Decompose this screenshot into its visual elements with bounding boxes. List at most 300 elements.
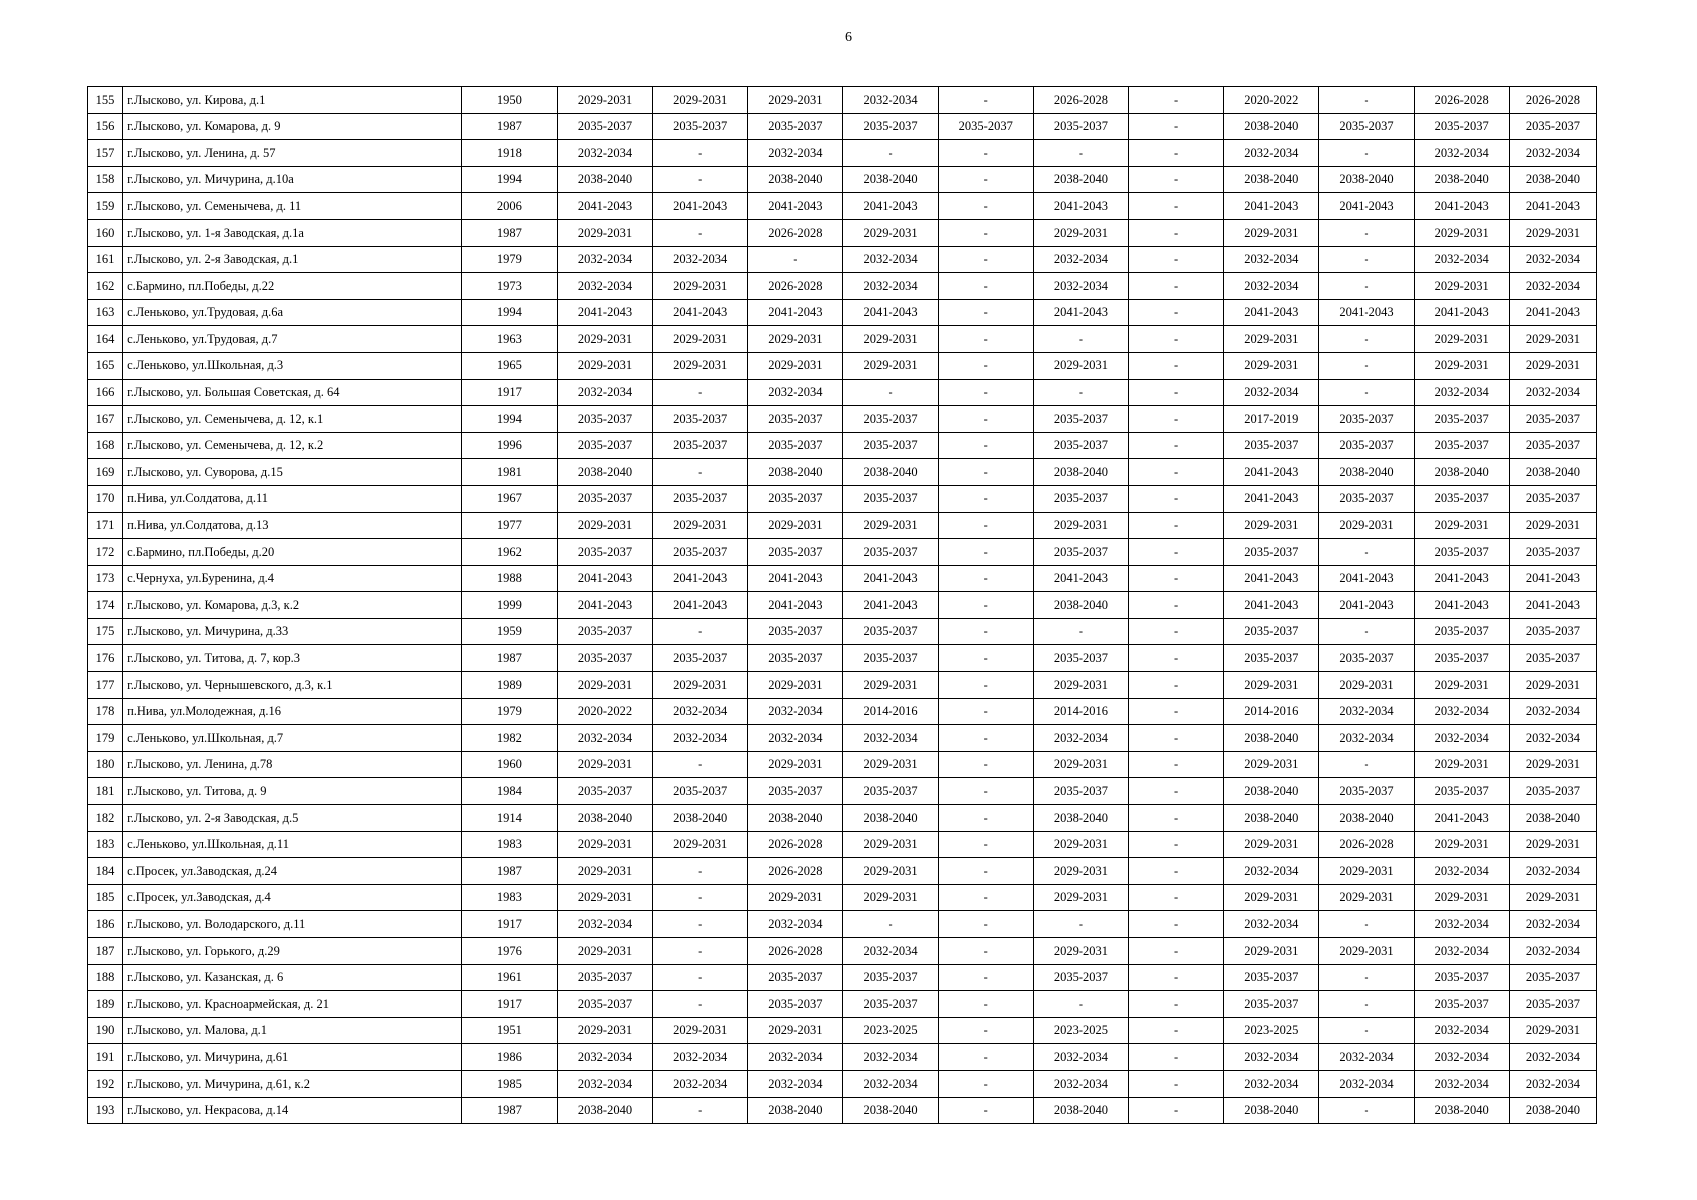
- table-row: [88, 831, 1597, 858]
- cell-period-col-2: 2032-2034: [653, 725, 748, 752]
- cell-period-col-3: 2029-2031: [748, 884, 843, 911]
- cell-row-number: 164: [88, 326, 123, 353]
- cell-period-col-1: 2029-2031: [557, 938, 652, 965]
- cell-period-col-3: 2035-2037: [748, 645, 843, 672]
- cell-period-col-1: 2038-2040: [557, 1097, 652, 1124]
- cell-period-col-9: -: [1319, 751, 1414, 778]
- cell-address: г.Лысково, ул. Кирова, д.1: [123, 87, 462, 114]
- cell-build-year: 1976: [461, 938, 557, 965]
- cell-period-col-6: 2032-2034: [1033, 725, 1128, 752]
- cell-period-col-7: -: [1129, 113, 1224, 140]
- cell-row-number: 161: [88, 246, 123, 273]
- cell-period-col-3: 2029-2031: [748, 1017, 843, 1044]
- cell-row-number: 179: [88, 725, 123, 752]
- cell-period-col-11: 2032-2034: [1509, 140, 1596, 167]
- cell-period-col-4: 2032-2034: [843, 1044, 938, 1071]
- cell-period-col-1: 2032-2034: [557, 273, 652, 300]
- cell-period-col-6: -: [1033, 991, 1128, 1018]
- cell-period-col-2: 2035-2037: [653, 645, 748, 672]
- cell-period-col-9: -: [1319, 87, 1414, 114]
- cell-period-col-4: 2041-2043: [843, 565, 938, 592]
- cell-period-col-1: 2029-2031: [557, 831, 652, 858]
- cell-period-col-3: 2041-2043: [748, 193, 843, 220]
- cell-period-col-10: 2032-2034: [1414, 140, 1509, 167]
- cell-period-col-2: -: [653, 166, 748, 193]
- cell-period-col-1: 2035-2037: [557, 618, 652, 645]
- cell-period-col-6: 2038-2040: [1033, 459, 1128, 486]
- cell-period-col-11: 2029-2031: [1509, 219, 1596, 246]
- table-row: [88, 672, 1597, 699]
- cell-period-col-5: -: [938, 858, 1033, 885]
- cell-period-col-1: 2038-2040: [557, 805, 652, 832]
- cell-period-col-7: -: [1129, 725, 1224, 752]
- table-row: [88, 938, 1597, 965]
- cell-period-col-5: -: [938, 1044, 1033, 1071]
- cell-period-col-1: 2035-2037: [557, 406, 652, 433]
- cell-build-year: 1960: [461, 751, 557, 778]
- cell-period-col-11: 2035-2037: [1509, 964, 1596, 991]
- cell-row-number: 183: [88, 831, 123, 858]
- cell-period-col-6: 2035-2037: [1033, 645, 1128, 672]
- cell-period-col-9: 2029-2031: [1319, 938, 1414, 965]
- cell-period-col-7: -: [1129, 166, 1224, 193]
- cell-period-col-8: 2020-2022: [1224, 87, 1319, 114]
- cell-period-col-10: 2032-2034: [1414, 1044, 1509, 1071]
- cell-period-col-11: 2029-2031: [1509, 352, 1596, 379]
- cell-period-col-5: -: [938, 326, 1033, 353]
- cell-period-col-3: 2032-2034: [748, 1070, 843, 1097]
- cell-period-col-8: 2029-2031: [1224, 219, 1319, 246]
- table-row: [88, 219, 1597, 246]
- cell-period-col-9: 2041-2043: [1319, 299, 1414, 326]
- cell-period-col-10: 2035-2037: [1414, 539, 1509, 566]
- cell-period-col-10: 2026-2028: [1414, 87, 1509, 114]
- cell-period-col-3: 2029-2031: [748, 751, 843, 778]
- cell-period-col-9: 2035-2037: [1319, 432, 1414, 459]
- cell-period-col-11: 2035-2037: [1509, 778, 1596, 805]
- cell-period-col-3: 2032-2034: [748, 140, 843, 167]
- cell-period-col-3: 2041-2043: [748, 565, 843, 592]
- cell-period-col-2: 2029-2031: [653, 831, 748, 858]
- cell-row-number: 176: [88, 645, 123, 672]
- cell-period-col-10: 2035-2037: [1414, 778, 1509, 805]
- cell-period-col-10: 2038-2040: [1414, 459, 1509, 486]
- cell-period-col-3: 2032-2034: [748, 911, 843, 938]
- cell-period-col-4: 2035-2037: [843, 406, 938, 433]
- cell-period-col-7: -: [1129, 352, 1224, 379]
- cell-row-number: 181: [88, 778, 123, 805]
- cell-period-col-2: 2035-2037: [653, 485, 748, 512]
- cell-period-col-4: 2029-2031: [843, 352, 938, 379]
- cell-period-col-11: 2035-2037: [1509, 113, 1596, 140]
- cell-period-col-4: 2041-2043: [843, 299, 938, 326]
- cell-period-col-6: 2029-2031: [1033, 884, 1128, 911]
- cell-period-col-2: -: [653, 858, 748, 885]
- cell-period-col-9: 2035-2037: [1319, 485, 1414, 512]
- cell-period-col-3: 2035-2037: [748, 485, 843, 512]
- cell-build-year: 1986: [461, 1044, 557, 1071]
- cell-period-col-9: -: [1319, 991, 1414, 1018]
- cell-period-col-10: 2032-2034: [1414, 246, 1509, 273]
- cell-build-year: 1983: [461, 831, 557, 858]
- cell-period-col-4: 2038-2040: [843, 1097, 938, 1124]
- cell-period-col-7: -: [1129, 1097, 1224, 1124]
- cell-period-col-4: 2038-2040: [843, 166, 938, 193]
- cell-period-col-11: 2026-2028: [1509, 87, 1596, 114]
- cell-period-col-10: 2041-2043: [1414, 565, 1509, 592]
- table-row: [88, 113, 1597, 140]
- cell-period-col-2: 2032-2034: [653, 246, 748, 273]
- cell-period-col-10: 2041-2043: [1414, 193, 1509, 220]
- cell-period-col-1: 2035-2037: [557, 991, 652, 1018]
- cell-period-col-4: 2035-2037: [843, 964, 938, 991]
- cell-address: г.Лысково, ул. Мичурина, д.33: [123, 618, 462, 645]
- cell-period-col-8: 2041-2043: [1224, 299, 1319, 326]
- cell-period-col-9: 2026-2028: [1319, 831, 1414, 858]
- cell-period-col-9: 2032-2034: [1319, 1070, 1414, 1097]
- cell-period-col-3: 2029-2031: [748, 672, 843, 699]
- cell-period-col-1: 2035-2037: [557, 645, 652, 672]
- cell-period-col-5: -: [938, 618, 1033, 645]
- cell-build-year: 1987: [461, 645, 557, 672]
- cell-period-col-4: 2032-2034: [843, 938, 938, 965]
- cell-period-col-4: 2029-2031: [843, 751, 938, 778]
- cell-period-col-6: -: [1033, 379, 1128, 406]
- cell-address: г.Лысково, ул. Ленина, д.78: [123, 751, 462, 778]
- cell-period-col-1: 2029-2031: [557, 751, 652, 778]
- cell-period-col-11: 2035-2037: [1509, 485, 1596, 512]
- cell-period-col-7: -: [1129, 87, 1224, 114]
- table-row: [88, 512, 1597, 539]
- cell-period-col-3: 2026-2028: [748, 938, 843, 965]
- cell-period-col-6: 2038-2040: [1033, 805, 1128, 832]
- table-row: [88, 1070, 1597, 1097]
- cell-period-col-6: 2029-2031: [1033, 512, 1128, 539]
- cell-period-col-10: 2032-2034: [1414, 1070, 1509, 1097]
- cell-period-col-9: -: [1319, 964, 1414, 991]
- cell-period-col-4: 2035-2037: [843, 618, 938, 645]
- cell-period-col-4: 2029-2031: [843, 219, 938, 246]
- cell-period-col-5: -: [938, 193, 1033, 220]
- cell-period-col-6: 2029-2031: [1033, 938, 1128, 965]
- cell-address: г.Лысково, ул. Красноармейская, д. 21: [123, 991, 462, 1018]
- cell-build-year: 1987: [461, 858, 557, 885]
- table-row: [88, 432, 1597, 459]
- cell-period-col-1: 2029-2031: [557, 326, 652, 353]
- cell-row-number: 175: [88, 618, 123, 645]
- cell-period-col-4: -: [843, 379, 938, 406]
- table-row: [88, 725, 1597, 752]
- cell-period-col-3: 2032-2034: [748, 725, 843, 752]
- cell-row-number: 193: [88, 1097, 123, 1124]
- cell-period-col-11: 2032-2034: [1509, 858, 1596, 885]
- cell-period-col-11: 2035-2037: [1509, 432, 1596, 459]
- cell-row-number: 158: [88, 166, 123, 193]
- cell-address: с.Просек, ул.Заводская, д.4: [123, 884, 462, 911]
- table-row: [88, 246, 1597, 273]
- cell-period-col-3: 2035-2037: [748, 778, 843, 805]
- cell-period-col-8: 2035-2037: [1224, 539, 1319, 566]
- cell-period-col-2: -: [653, 618, 748, 645]
- cell-period-col-8: 2032-2034: [1224, 246, 1319, 273]
- cell-period-col-8: 2014-2016: [1224, 698, 1319, 725]
- cell-period-col-9: -: [1319, 273, 1414, 300]
- cell-period-col-4: 2023-2025: [843, 1017, 938, 1044]
- cell-period-col-4: 2029-2031: [843, 326, 938, 353]
- cell-period-col-10: 2035-2037: [1414, 432, 1509, 459]
- cell-period-col-11: 2029-2031: [1509, 1017, 1596, 1044]
- cell-period-col-7: -: [1129, 672, 1224, 699]
- cell-build-year: 1994: [461, 406, 557, 433]
- cell-row-number: 190: [88, 1017, 123, 1044]
- cell-build-year: 1967: [461, 485, 557, 512]
- cell-period-col-6: 2041-2043: [1033, 299, 1128, 326]
- cell-period-col-3: 2026-2028: [748, 831, 843, 858]
- cell-address: п.Нива, ул.Солдатова, д.11: [123, 485, 462, 512]
- cell-period-col-11: 2035-2037: [1509, 645, 1596, 672]
- cell-period-col-6: 2041-2043: [1033, 193, 1128, 220]
- cell-period-col-9: -: [1319, 246, 1414, 273]
- cell-period-col-5: -: [938, 805, 1033, 832]
- cell-period-col-5: -: [938, 645, 1033, 672]
- cell-period-col-7: -: [1129, 219, 1224, 246]
- cell-period-col-2: -: [653, 219, 748, 246]
- cell-period-col-8: 2041-2043: [1224, 565, 1319, 592]
- cell-address: г.Лысково, ул. Володарского, д.11: [123, 911, 462, 938]
- cell-period-col-1: 2032-2034: [557, 1070, 652, 1097]
- cell-period-col-9: 2038-2040: [1319, 805, 1414, 832]
- cell-period-col-9: 2035-2037: [1319, 113, 1414, 140]
- cell-period-col-8: 2029-2031: [1224, 512, 1319, 539]
- cell-period-col-5: -: [938, 565, 1033, 592]
- cell-period-col-9: 2035-2037: [1319, 778, 1414, 805]
- cell-build-year: 1973: [461, 273, 557, 300]
- cell-address: г.Лысково, ул. Мичурина, д.61, к.2: [123, 1070, 462, 1097]
- cell-period-col-4: 2038-2040: [843, 805, 938, 832]
- cell-period-col-10: 2029-2031: [1414, 672, 1509, 699]
- cell-period-col-10: 2032-2034: [1414, 1017, 1509, 1044]
- cell-period-col-10: 2032-2034: [1414, 938, 1509, 965]
- cell-period-col-1: 2029-2031: [557, 858, 652, 885]
- cell-period-col-3: 2032-2034: [748, 379, 843, 406]
- cell-address: г.Лысково, ул. Семенычева, д. 12, к.1: [123, 406, 462, 433]
- cell-period-col-9: -: [1319, 911, 1414, 938]
- table-row: [88, 911, 1597, 938]
- cell-period-col-1: 2020-2022: [557, 698, 652, 725]
- cell-period-col-5: -: [938, 432, 1033, 459]
- cell-address: с.Леньково, ул.Трудовая, д.6а: [123, 299, 462, 326]
- cell-period-col-11: 2032-2034: [1509, 938, 1596, 965]
- cell-period-col-11: 2029-2031: [1509, 831, 1596, 858]
- cell-period-col-7: -: [1129, 991, 1224, 1018]
- table-row: [88, 326, 1597, 353]
- cell-period-col-5: -: [938, 87, 1033, 114]
- cell-period-col-2: 2038-2040: [653, 805, 748, 832]
- cell-period-col-4: 2035-2037: [843, 645, 938, 672]
- cell-period-col-10: 2041-2043: [1414, 805, 1509, 832]
- cell-period-col-8: 2035-2037: [1224, 618, 1319, 645]
- cell-period-col-3: 2029-2031: [748, 87, 843, 114]
- cell-address: г.Лысково, ул. Чернышевского, д.3, к.1: [123, 672, 462, 699]
- cell-period-col-6: 2032-2034: [1033, 246, 1128, 273]
- cell-period-col-8: 2029-2031: [1224, 884, 1319, 911]
- cell-period-col-6: 2029-2031: [1033, 672, 1128, 699]
- cell-period-col-2: 2029-2031: [653, 273, 748, 300]
- cell-period-col-2: -: [653, 938, 748, 965]
- cell-period-col-1: 2032-2034: [557, 911, 652, 938]
- cell-period-col-5: -: [938, 140, 1033, 167]
- cell-period-col-7: -: [1129, 379, 1224, 406]
- cell-build-year: 1918: [461, 140, 557, 167]
- cell-period-col-8: 2038-2040: [1224, 805, 1319, 832]
- cell-period-col-4: 2029-2031: [843, 884, 938, 911]
- cell-period-col-5: -: [938, 751, 1033, 778]
- cell-period-col-3: 2035-2037: [748, 539, 843, 566]
- cell-period-col-11: 2038-2040: [1509, 459, 1596, 486]
- cell-period-col-11: 2032-2034: [1509, 379, 1596, 406]
- cell-period-col-8: 2038-2040: [1224, 778, 1319, 805]
- cell-period-col-3: 2041-2043: [748, 299, 843, 326]
- cell-address: г.Лысково, ул. Некрасова, д.14: [123, 1097, 462, 1124]
- cell-period-col-9: 2038-2040: [1319, 459, 1414, 486]
- cell-period-col-1: 2035-2037: [557, 964, 652, 991]
- cell-period-col-5: -: [938, 246, 1033, 273]
- cell-period-col-10: 2029-2031: [1414, 326, 1509, 353]
- table-body: [88, 87, 1597, 1124]
- cell-row-number: 191: [88, 1044, 123, 1071]
- table-row: [88, 87, 1597, 114]
- cell-build-year: 1983: [461, 884, 557, 911]
- cell-period-col-6: 2035-2037: [1033, 406, 1128, 433]
- cell-period-col-9: -: [1319, 1097, 1414, 1124]
- cell-period-col-1: 2041-2043: [557, 592, 652, 619]
- cell-period-col-8: 2041-2043: [1224, 592, 1319, 619]
- cell-build-year: 1963: [461, 326, 557, 353]
- cell-period-col-9: 2032-2034: [1319, 698, 1414, 725]
- cell-period-col-1: 2038-2040: [557, 459, 652, 486]
- cell-period-col-9: 2041-2043: [1319, 592, 1414, 619]
- cell-period-col-1: 2035-2037: [557, 778, 652, 805]
- cell-period-col-6: 2029-2031: [1033, 858, 1128, 885]
- cell-period-col-7: -: [1129, 778, 1224, 805]
- cell-period-col-11: 2029-2031: [1509, 751, 1596, 778]
- cell-row-number: 173: [88, 565, 123, 592]
- cell-period-col-9: -: [1319, 618, 1414, 645]
- cell-period-col-1: 2038-2040: [557, 166, 652, 193]
- table-row: [88, 140, 1597, 167]
- cell-period-col-7: -: [1129, 1044, 1224, 1071]
- cell-period-col-11: 2032-2034: [1509, 698, 1596, 725]
- cell-period-col-2: 2041-2043: [653, 299, 748, 326]
- cell-period-col-1: 2029-2031: [557, 219, 652, 246]
- cell-period-col-5: -: [938, 991, 1033, 1018]
- cell-period-col-2: 2029-2031: [653, 326, 748, 353]
- cell-period-col-5: -: [938, 672, 1033, 699]
- cell-period-col-1: 2035-2037: [557, 432, 652, 459]
- cell-period-col-7: -: [1129, 751, 1224, 778]
- cell-period-col-7: -: [1129, 246, 1224, 273]
- table-row: [88, 884, 1597, 911]
- cell-period-col-3: 2041-2043: [748, 592, 843, 619]
- cell-period-col-4: 2041-2043: [843, 193, 938, 220]
- cell-period-col-4: 2035-2037: [843, 485, 938, 512]
- cell-period-col-7: -: [1129, 1070, 1224, 1097]
- cell-period-col-5: -: [938, 512, 1033, 539]
- table-row: [88, 459, 1597, 486]
- cell-period-col-11: 2041-2043: [1509, 193, 1596, 220]
- cell-period-col-9: 2035-2037: [1319, 406, 1414, 433]
- cell-row-number: 189: [88, 991, 123, 1018]
- cell-period-col-4: 2035-2037: [843, 539, 938, 566]
- cell-period-col-6: 2029-2031: [1033, 751, 1128, 778]
- cell-build-year: 1999: [461, 592, 557, 619]
- cell-period-col-5: -: [938, 778, 1033, 805]
- cell-address: с.Просек, ул.Заводская, д.24: [123, 858, 462, 885]
- cell-period-col-5: -: [938, 379, 1033, 406]
- cell-period-col-1: 2029-2031: [557, 672, 652, 699]
- cell-period-col-6: 2032-2034: [1033, 1070, 1128, 1097]
- cell-period-col-8: 2038-2040: [1224, 113, 1319, 140]
- cell-period-col-4: 2032-2034: [843, 725, 938, 752]
- cell-period-col-1: 2032-2034: [557, 246, 652, 273]
- cell-period-col-3: 2029-2031: [748, 512, 843, 539]
- cell-period-col-10: 2029-2031: [1414, 219, 1509, 246]
- cell-period-col-1: 2035-2037: [557, 539, 652, 566]
- cell-period-col-5: -: [938, 911, 1033, 938]
- cell-address: г.Лысково, ул. Комарова, д.3, к.2: [123, 592, 462, 619]
- cell-period-col-2: 2041-2043: [653, 565, 748, 592]
- cell-address: г.Лысково, ул. Титова, д. 9: [123, 778, 462, 805]
- cell-period-col-5: -: [938, 352, 1033, 379]
- cell-address: с.Леньково, ул.Школьная, д.7: [123, 725, 462, 752]
- cell-period-col-10: 2032-2034: [1414, 858, 1509, 885]
- cell-build-year: 2006: [461, 193, 557, 220]
- table-row: [88, 592, 1597, 619]
- cell-period-col-11: 2041-2043: [1509, 592, 1596, 619]
- cell-build-year: 1996: [461, 432, 557, 459]
- cell-period-col-2: -: [653, 1097, 748, 1124]
- cell-row-number: 165: [88, 352, 123, 379]
- cell-period-col-10: 2041-2043: [1414, 299, 1509, 326]
- cell-period-col-3: 2035-2037: [748, 964, 843, 991]
- cell-period-col-10: 2035-2037: [1414, 485, 1509, 512]
- cell-period-col-11: 2029-2031: [1509, 884, 1596, 911]
- cell-period-col-11: 2041-2043: [1509, 565, 1596, 592]
- cell-period-col-1: 2032-2034: [557, 379, 652, 406]
- cell-period-col-4: 2035-2037: [843, 113, 938, 140]
- cell-address: г.Лысково, ул. Малова, д.1: [123, 1017, 462, 1044]
- cell-period-col-8: 2035-2037: [1224, 991, 1319, 1018]
- cell-period-col-11: 2032-2034: [1509, 1044, 1596, 1071]
- cell-period-col-8: 2038-2040: [1224, 1097, 1319, 1124]
- cell-period-col-5: -: [938, 884, 1033, 911]
- cell-build-year: 1981: [461, 459, 557, 486]
- cell-period-col-5: -: [938, 698, 1033, 725]
- cell-period-col-6: -: [1033, 618, 1128, 645]
- table-row: [88, 618, 1597, 645]
- cell-period-col-2: -: [653, 379, 748, 406]
- cell-period-col-9: -: [1319, 379, 1414, 406]
- cell-period-col-6: 2032-2034: [1033, 1044, 1128, 1071]
- cell-period-col-4: 2029-2031: [843, 858, 938, 885]
- cell-period-col-2: 2029-2031: [653, 87, 748, 114]
- cell-period-col-8: 2032-2034: [1224, 273, 1319, 300]
- cell-address: с.Бармино, пл.Победы, д.20: [123, 539, 462, 566]
- cell-period-col-1: 2041-2043: [557, 299, 652, 326]
- cell-period-col-2: -: [653, 751, 748, 778]
- cell-period-col-2: 2035-2037: [653, 778, 748, 805]
- cell-period-col-1: 2029-2031: [557, 352, 652, 379]
